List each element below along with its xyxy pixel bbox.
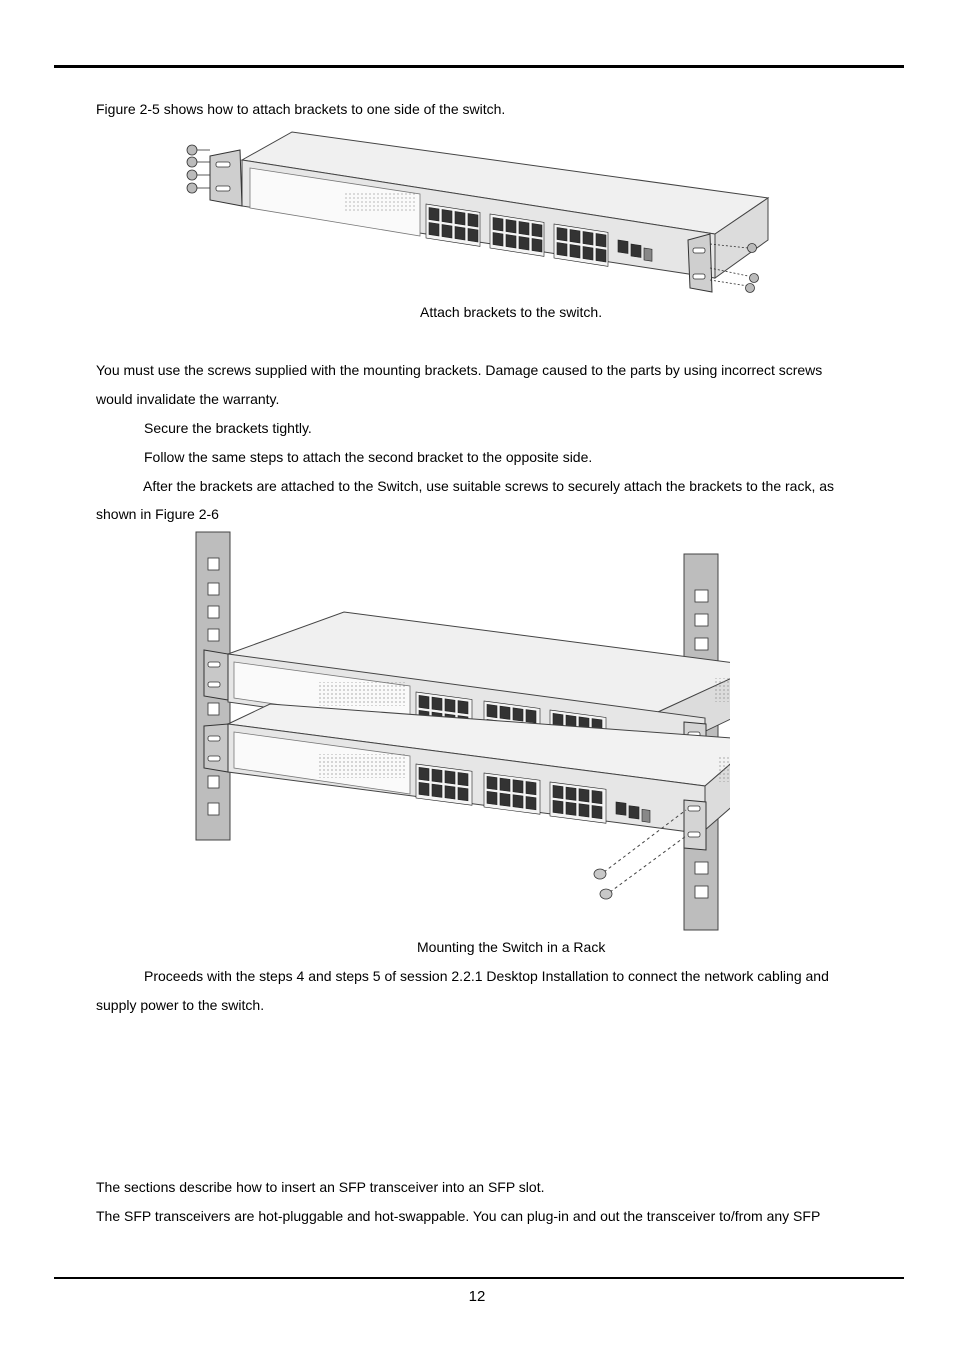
proceed-line-2: supply power to the switch. [96,997,265,1013]
footer-rule [54,1277,904,1279]
bracket-attach-figure [180,128,780,300]
figure-caption-rack: Mounting the Switch in a Rack [417,939,606,955]
intro-paragraph: Figure 2-5 shows how to attach brackets to one side of the switch. [96,101,506,117]
step-second-bracket: Follow the same steps to attach the second bracket to the opposite side. [144,449,593,465]
figure-caption-brackets: Attach brackets to the switch. [420,304,603,320]
page-number: 12 [468,1288,486,1305]
sfp-hot-swap: The SFP transceivers are hot-pluggable and hot-swappable. You can plug-in and out the transceiver to/from any SFP [96,1208,821,1224]
proceed-line-1: Proceeds with the steps 4 and steps 5 of session 2.2.1 Desktop Installation to connect the network cabling and [144,968,829,984]
rack-mount-figure [190,528,730,932]
warning-line-1: You must use the screws supplied with the mounting brackets. Damage caused to the parts by using incorrect screws [96,362,823,378]
sfp-intro: The sections describe how to insert an SFP transceiver into an SFP slot. [96,1179,545,1195]
warning-line-2: would invalidate the warranty. [96,391,280,407]
step-secure-brackets: Secure the brackets tightly. [144,420,312,436]
header-rule [54,65,904,68]
step-attach-rack-line-2: shown in Figure 2-6 [96,506,219,522]
step-attach-rack-line-1: After the brackets are attached to the Switch, use suitable screws to securely attach the brackets to the rack, as [143,478,835,494]
